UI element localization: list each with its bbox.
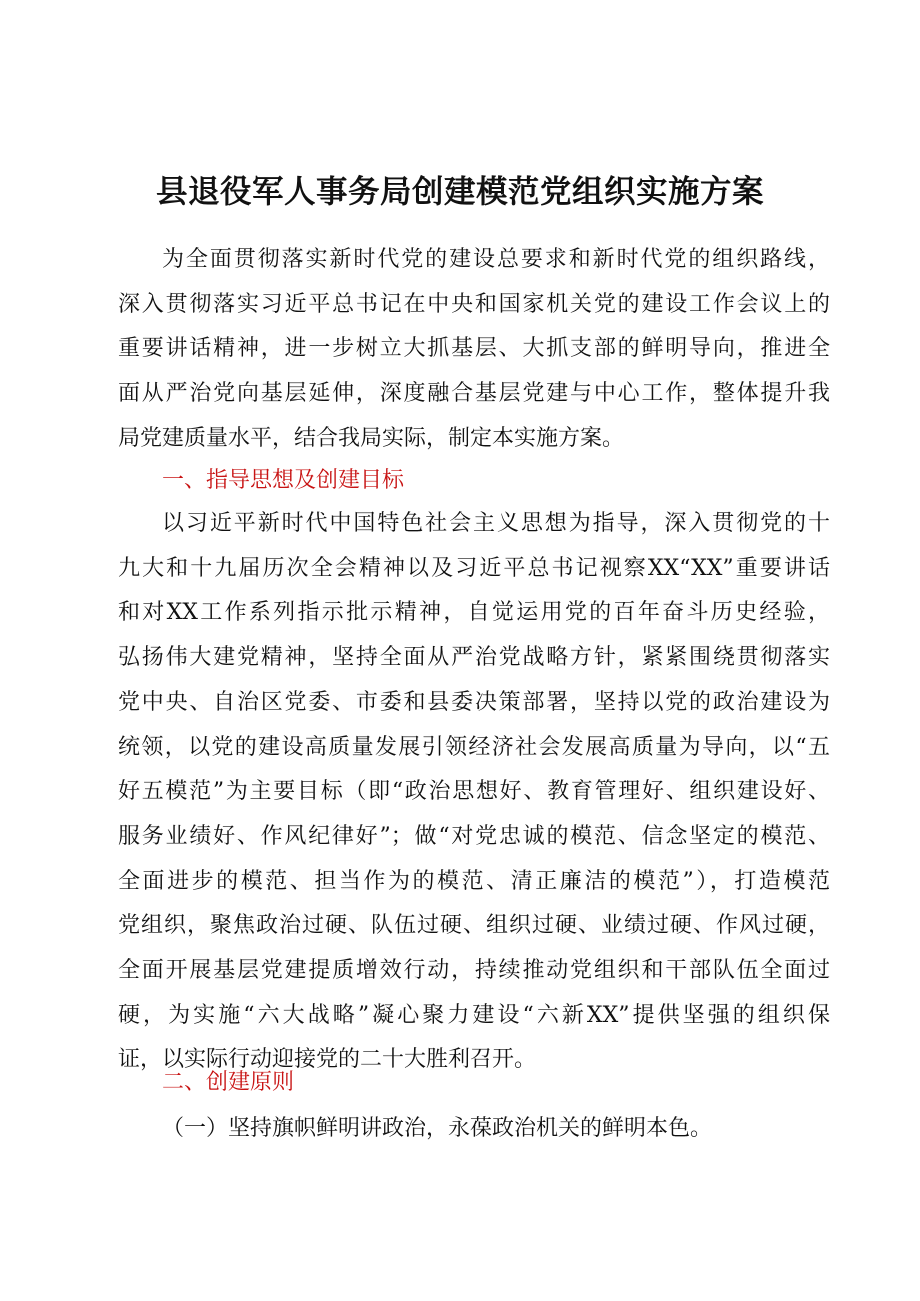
section1-line: 党组织，聚焦政治过硬、队伍过硬、组织过硬、业绩过硬、作风过硬， bbox=[118, 913, 830, 939]
section1-line: 服务业绩好、作风纪律好”；做“对党忠诚的模范、信念坚定的模范、 bbox=[118, 823, 830, 849]
intro-line: 重要讲话精神，进一步树立大抓基层、大抓支部的鲜明导向，推进全 bbox=[118, 336, 830, 362]
section1-line: 和对XX工作系列指示批示精神，自觉运用党的百年奋斗历史经验， bbox=[118, 600, 830, 626]
intro-line: 局党建质量水平，结合我局实际，制定本实施方案。 bbox=[118, 425, 625, 451]
intro-paragraph bbox=[118, 238, 830, 462]
section1-line: 弘扬伟大建党精神，坚持全面从严治党战略方针，紧紧围绕贯彻落实 bbox=[118, 645, 830, 671]
section1-line: 九大和十九届历次全会精神以及习近平总书记视察XX“XX”重要讲话 bbox=[118, 555, 830, 581]
section1-line: 证，以实际行动迎接党的二十大胜利召开。 bbox=[118, 1047, 537, 1073]
subsection-heading bbox=[118, 1107, 712, 1152]
intro-line: 面从严治党向基层延伸，深度融合基层党建与中心工作，整体提升我 bbox=[118, 381, 830, 407]
section1-line: 硬，为实施“六大战略”凝心聚力建设“六新XX”提供坚强的组织保 bbox=[118, 1002, 830, 1028]
section1-line: 全面开展基层党建提质增效行动，持续推动党组织和干部队伍全面过 bbox=[118, 958, 830, 984]
section1-line: 统领，以党的建设高质量发展引领经济社会发展高质量为导向，以“五 bbox=[118, 734, 830, 760]
section1-paragraph bbox=[118, 502, 830, 1083]
subsection-line: （一）坚持旗帜鲜明讲政治，永葆政治机关的鲜明本色。 bbox=[162, 1116, 713, 1141]
intro-line: 为全面贯彻落实新时代党的建设总要求和新时代党的组织路线， bbox=[162, 247, 830, 272]
section1-line: 好五模范”为主要目标（即“政治思想好、教育管理好、组织建设好、 bbox=[118, 779, 830, 805]
section-heading-principles: 二、创建原则 bbox=[162, 1070, 295, 1095]
section1-line: 党中央、自治区党委、市委和县委决策部署，坚持以党的政治建设为 bbox=[118, 689, 830, 715]
document-title: 县退役军人事务局创建模范党组织实施方案 bbox=[155, 174, 764, 210]
section1-line: 以习近平新时代中国特色社会主义思想为指导，深入贯彻党的十 bbox=[162, 511, 830, 536]
intro-line: 深入贯彻落实习近平总书记在中央和国家机关党的建设工作会议上的 bbox=[118, 291, 830, 317]
section-heading-guiding-ideology: 一、指导思想及创建目标 bbox=[162, 468, 405, 493]
section1-line: 全面进步的模范、担当作为的模范、清正廉洁的模范”），打造模范 bbox=[118, 868, 830, 894]
